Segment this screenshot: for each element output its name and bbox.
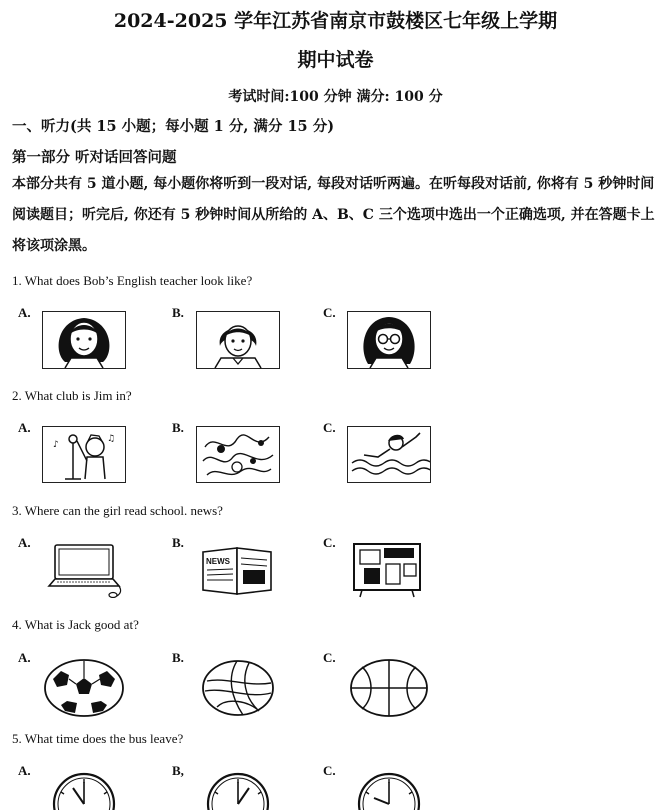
instructions: 本部分共有 5 道小题, 每小题你将听到一段对话, 每段对话听两遍。在听每段对话前, 你将有 5 秒钟时间阅读题目；听完后, 你还有 5 秒钟时间从所给的 A、B、C 三个选项中选出一个正确选项, 并在答题卡上将该项涂黑。	[12, 176, 655, 254]
notice-board-icon	[347, 541, 431, 599]
exam-title: 2024-2025 学年江苏省南京市鼓楼区七年级上学期	[113, 10, 558, 32]
clock-icon	[42, 769, 126, 811]
section-heading: 一、听力(共 15 小题；每小题 1 分, 满分 15 分)	[12, 118, 335, 135]
question-4: 4. What is Jack good at?	[12, 617, 139, 632]
volleyball-icon	[196, 656, 280, 718]
question-1: 1. What does Bob’s English teacher look like?	[12, 273, 253, 288]
laptop-icon	[42, 541, 126, 599]
question-3: 3. Where can the girl read school. news?	[12, 503, 223, 518]
newspaper-headline: NEWS	[206, 557, 230, 566]
svg-text:♫: ♫	[107, 434, 116, 444]
clock-icon	[196, 769, 280, 811]
long-hair-woman-icon	[42, 311, 126, 369]
singing-icon	[42, 426, 126, 483]
short-hair-woman-icon	[196, 311, 280, 369]
clock-icon	[347, 769, 431, 811]
question-5: 5. What time does the bus leave?	[12, 731, 184, 746]
exam-subtitle: 期中试卷	[297, 49, 374, 71]
basketball-icon	[347, 656, 431, 718]
swimming-icon	[347, 426, 431, 483]
woman-with-glasses-icon	[347, 311, 431, 369]
question-2: 2. What club is Jim in?	[12, 388, 132, 403]
part-heading: 第一部分 听对话回答问题	[12, 149, 177, 166]
exam-meta: 考试时间:100 分钟 满分: 100 分	[228, 89, 443, 105]
newspaper-icon	[196, 541, 280, 599]
svg-text:♪: ♪	[53, 440, 59, 450]
soccer-ball-icon	[42, 656, 126, 718]
painting-icon	[196, 426, 280, 483]
